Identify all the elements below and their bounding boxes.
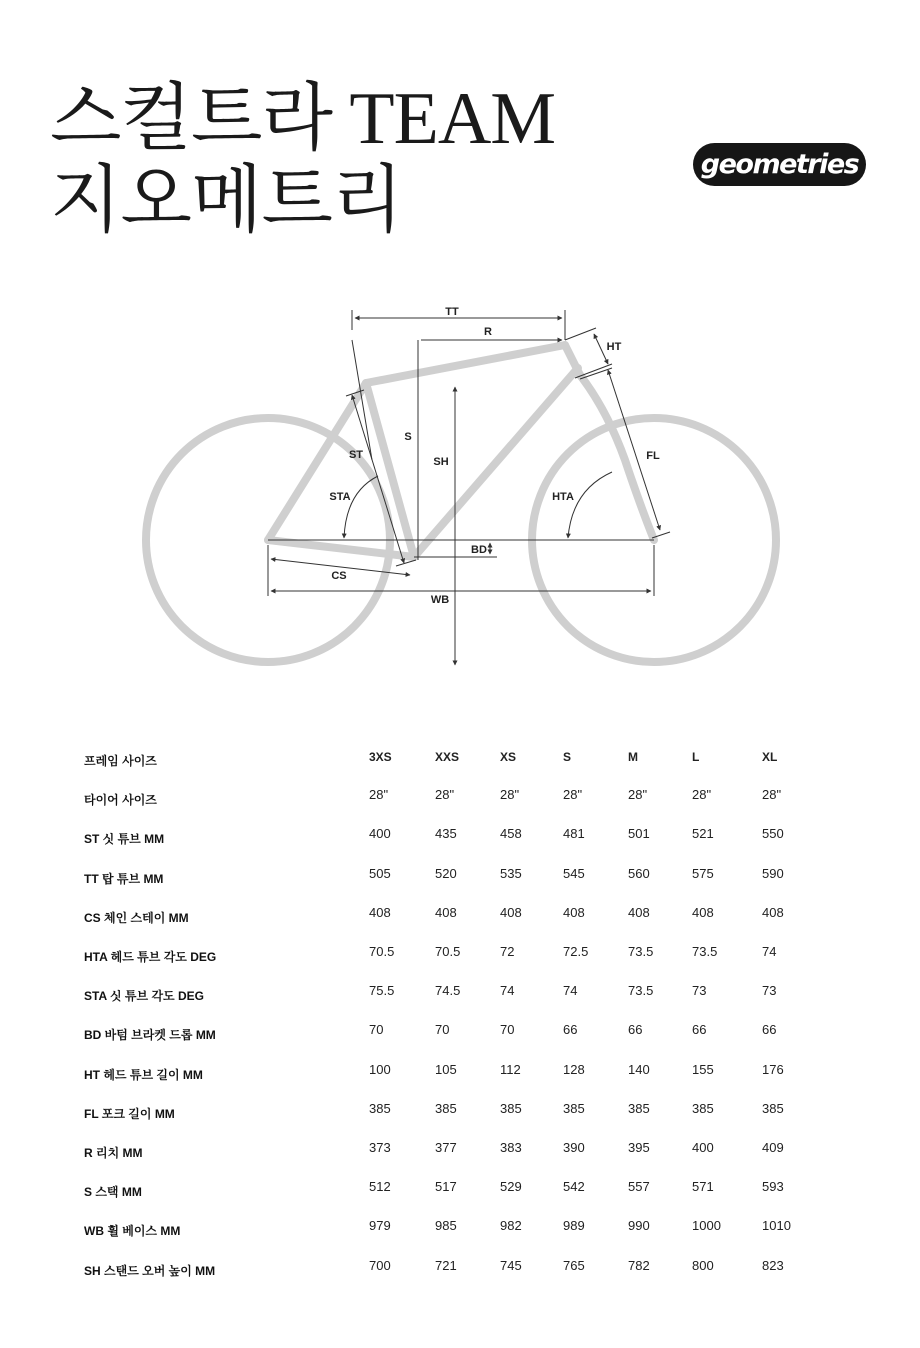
table-cell: 512 [369,1179,391,1195]
table-cell: 385 [435,1100,457,1116]
table-cell: 66 [762,1022,777,1038]
row-label: FL 포크 길이 MM [84,1106,175,1121]
table-cell: 70 [369,1022,384,1038]
table-cell: 557 [628,1179,650,1195]
table-cell: 408 [563,904,585,920]
table-cell: 823 [762,1257,784,1273]
label-sh: SH [433,456,449,468]
row-label: STA 싯 튜브 각도 DEG [84,989,204,1004]
table-cell: 535 [500,865,522,881]
table-cell: 979 [369,1218,391,1234]
table-cell: 74 [762,944,777,959]
table-cell: 590 [762,865,784,881]
table-cell: 112 [500,1061,521,1077]
table-cell: 390 [563,1140,585,1155]
table-cell: 155 [692,1061,714,1077]
table-row [0,784,920,808]
table-cell: 140 [628,1061,650,1077]
table-cell: 542 [563,1179,585,1195]
row-label: HTA 헤드 튜브 각도 DEG [84,950,217,964]
table-cell: 481 [563,826,585,842]
table-cell: 408 [369,904,391,920]
table-row [0,1019,920,1043]
table-cell: 575 [692,865,714,881]
table-cell: 66 [563,1022,578,1038]
table-cell: 128 [563,1061,585,1077]
table-cell: 529 [500,1179,522,1195]
title-line-2: 지오메트리 [50,160,403,242]
table-row [0,823,920,847]
table-cell: 74 [563,983,578,999]
table-cell: 73.5 [628,983,654,999]
table-cell: 385 [500,1100,522,1116]
geometries-badge: geometries [693,143,866,186]
size-header: S [563,750,572,764]
table-cell: 70 [435,1022,450,1038]
table-cell: 408 [628,904,650,920]
table-cell: 73 [692,983,707,999]
table-cell: 383 [500,1140,522,1155]
table-row [0,1215,920,1239]
table-row [0,1059,920,1082]
table-cell: 571 [692,1179,714,1195]
table-row [0,863,920,886]
table-cell: 72 [500,944,515,959]
table-row [0,1255,920,1278]
table-cell: 505 [369,865,391,881]
table-cell: 517 [435,1179,457,1195]
table-cell: 395 [628,1140,650,1155]
table-row [0,1176,920,1200]
table-cell: 385 [692,1100,714,1116]
table-cell: 765 [563,1257,585,1273]
table-cell: 66 [692,1022,707,1038]
table-cell: 75.5 [369,983,395,999]
row-label: HT 헤드 튜브 길이 MM [84,1067,203,1082]
label-tt: TT [445,306,459,318]
label-fl: FL [646,450,660,462]
size-header: 3XS [369,750,392,764]
table-cell: 100 [369,1061,391,1077]
table-cell: 74.5 [435,983,461,999]
page-title [50,78,555,242]
label-st: ST [348,449,364,461]
table-cell: 73 [762,983,777,999]
table-cell: 409 [762,1140,784,1155]
row-label: WB 휠 베이스 MM [84,1224,181,1239]
table-cell: 550 [762,826,784,842]
size-header: M [628,750,638,764]
table-row [0,1137,920,1160]
table-cell: 28" [692,787,712,803]
label-sta: STA [329,491,351,503]
row-label: CS 체인 스테이 MM [84,910,189,925]
frame-size-header: 프레임 사이즈 [84,754,157,768]
table-cell: 373 [369,1140,391,1155]
table-header-row [0,745,920,768]
table-cell: 400 [692,1140,714,1155]
table-cell: 105 [435,1061,457,1077]
table-row [0,980,920,1004]
size-header: XS [500,750,517,764]
table-cell: 435 [435,826,457,842]
table-cell: 385 [628,1100,650,1116]
title-line-1: 스컬트라 TEAM [50,78,556,160]
label-ht: HT [606,341,622,353]
label-s: S [404,431,412,443]
row-label: R 리치 MM [84,1146,143,1160]
table-cell: 28" [762,787,782,803]
table-cell: 66 [628,1022,643,1038]
table-cell: 745 [500,1257,522,1273]
row-label: TT 탑 튜브 MM [84,871,164,886]
table-cell: 700 [369,1257,391,1273]
table-cell: 521 [692,826,714,842]
table-cell: 782 [628,1257,650,1273]
label-cs: CS [331,570,347,582]
row-label: ST 싯 튜브 MM [84,832,165,847]
table-cell: 385 [762,1100,784,1116]
table-cell: 28" [563,787,583,803]
table-cell: 408 [762,904,784,920]
size-header: XXS [435,750,460,764]
table-cell: 74 [500,983,515,999]
table-cell: 377 [435,1140,457,1155]
table-cell: 985 [435,1218,457,1234]
table-row [0,941,920,964]
table-cell: 520 [435,865,457,881]
table-cell: 593 [762,1179,784,1195]
row-label: SH 스탠드 오버 높이 MM [84,1263,216,1278]
bike-geometry-diagram [0,290,920,680]
table-cell: 28" [369,787,389,803]
table-cell: 385 [563,1100,585,1116]
table-cell: 408 [500,904,522,920]
size-header: XL [762,750,778,764]
table-cell: 721 [435,1257,457,1273]
table-cell: 989 [563,1218,585,1234]
table-cell: 982 [500,1218,522,1234]
table-cell: 176 [762,1061,784,1077]
table-cell: 73.5 [628,944,654,959]
table-cell: 501 [628,826,650,842]
row-label: S 스택 MM [84,1185,142,1200]
table-cell: 73.5 [692,944,718,959]
table-cell: 408 [435,904,457,920]
table-cell: 990 [628,1218,650,1234]
size-header: L [692,750,700,764]
table-cell: 70 [500,1022,515,1038]
table-cell: 28" [628,787,648,803]
table-cell: 70.5 [369,944,395,959]
table-cell: 70.5 [435,944,461,959]
row-label: 타이어 사이즈 [84,793,157,808]
label-bd: BD [471,544,487,556]
label-hta: HTA [552,491,574,503]
table-cell: 28" [500,787,520,803]
bike-frame [268,345,654,557]
table-cell: 385 [369,1100,391,1116]
table-row [0,902,920,925]
label-wb: WB [430,594,450,606]
table-cell: 408 [692,904,714,920]
row-label: BD 바텀 브라켓 드롭 MM [84,1028,216,1043]
table-cell: 400 [369,826,391,842]
label-r: R [484,326,492,338]
table-row [0,1098,920,1121]
table-cell: 458 [500,826,522,842]
table-cell: 545 [563,865,585,881]
table-cell: 28" [435,787,455,803]
table-cell: 1010 [762,1218,791,1234]
table-cell: 1000 [692,1218,721,1234]
table-cell: 560 [628,865,650,881]
table-cell: 800 [692,1257,714,1273]
table-cell: 72.5 [563,944,589,959]
